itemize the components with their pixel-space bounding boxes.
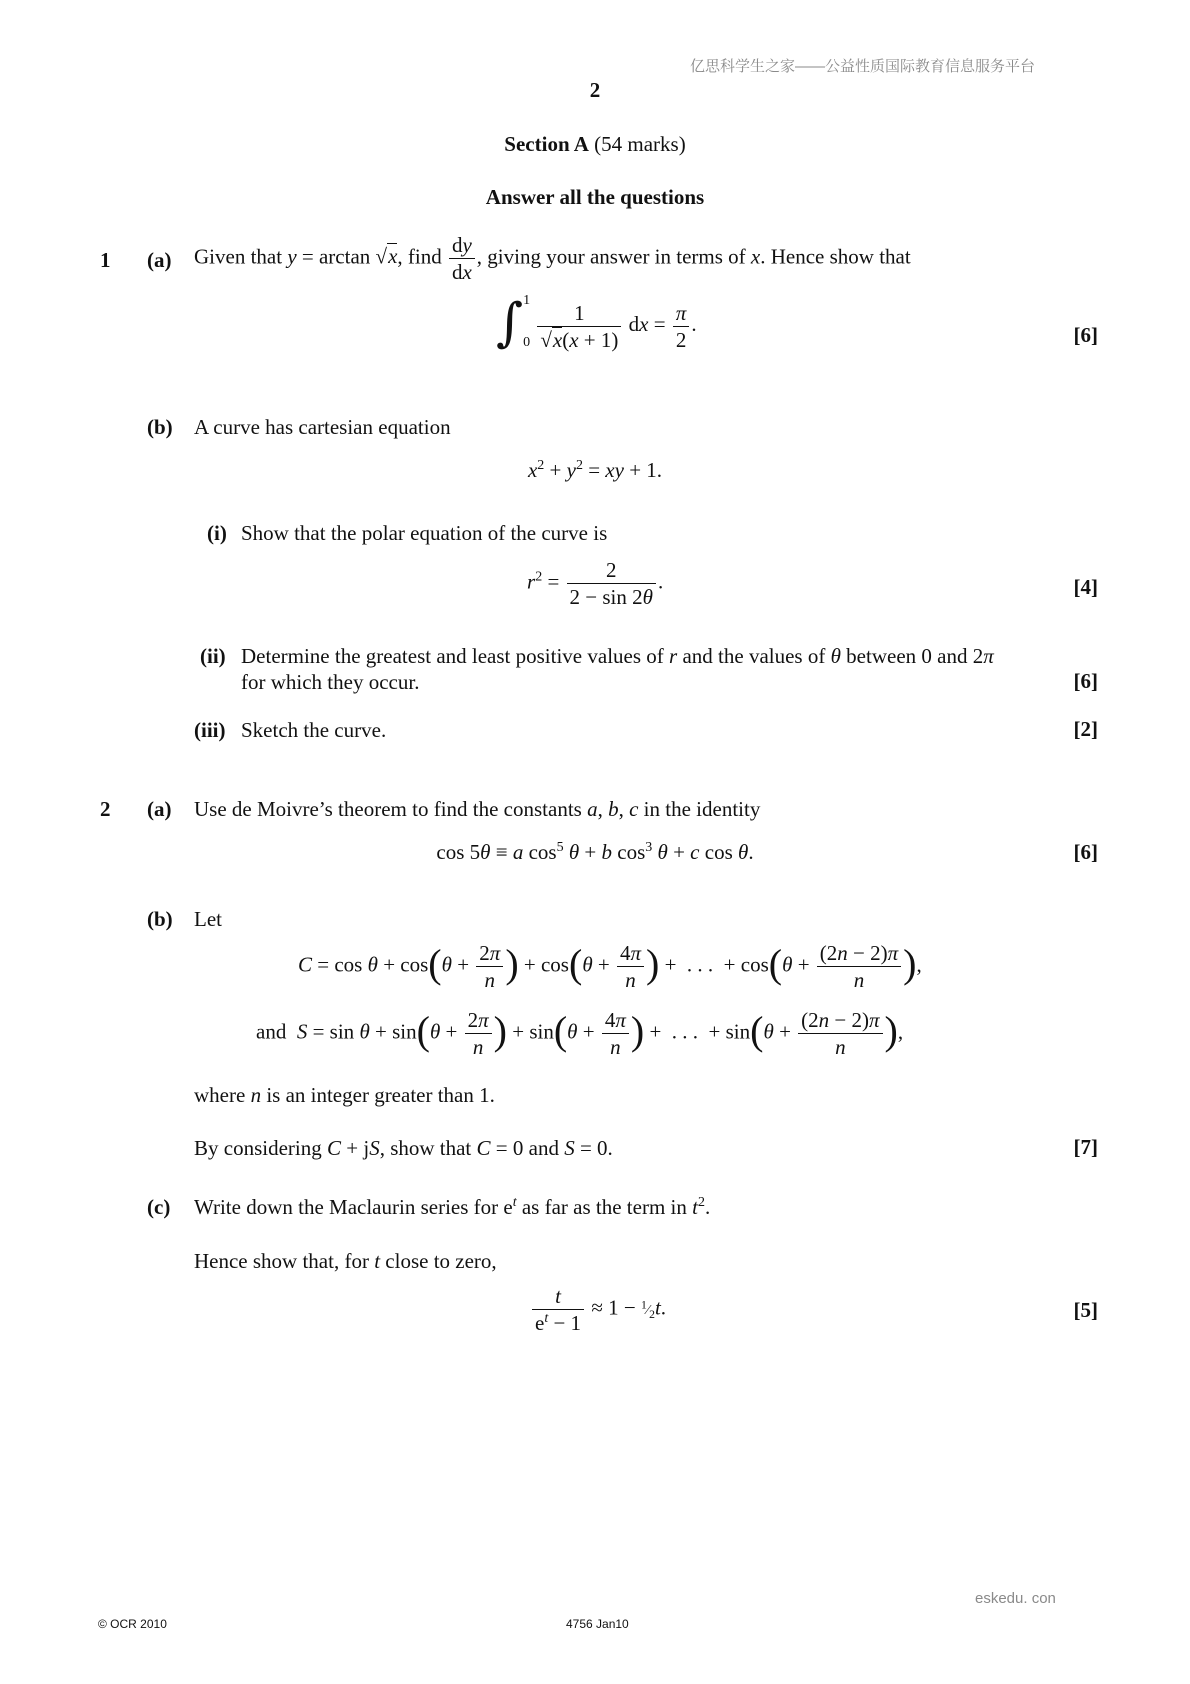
consider-a: By considering — [194, 1136, 322, 1160]
q1bii-text-a: Determine the greatest and least positive values of — [241, 644, 664, 668]
where-a: where — [194, 1083, 246, 1107]
section-title-bold: Section A — [504, 132, 589, 156]
q1a-text-start: Given that — [194, 244, 283, 269]
q2c-text-b: as far as the term in — [521, 1195, 687, 1219]
approximation: $\frac{t}{e^t - 1}$ ≈ $1 - ^1⁄_2t$. — [530, 1283, 666, 1336]
q1b-label: (b) — [147, 415, 173, 439]
considering-line: By considering C + jS, show that C = 0 and S = 0. — [194, 1136, 613, 1160]
q2-number: 2 — [100, 797, 111, 821]
q1a-marks: [6] — [1073, 323, 1098, 347]
q1bi-text: Show that the polar equation of the curve is — [241, 521, 608, 545]
hence-b: close to zero, — [385, 1249, 497, 1273]
q2a-marks: [6] — [1073, 840, 1098, 864]
hence-a: Hence show that, for — [194, 1249, 369, 1273]
q1bii-line1: Determine the greatest and least positive values of r and the values of θ between 0 and 2π — [241, 644, 994, 668]
and-word: and — [256, 1019, 287, 1044]
where-b: is an integer greater than 1. — [266, 1083, 495, 1107]
q1a-x: x — [750, 244, 761, 269]
where-line: where n is an integer greater than 1. — [194, 1083, 495, 1107]
q2b-label: (b) — [147, 907, 173, 931]
section-title — [0, 131, 1190, 157]
c-series: C = cos θ + cos(θ + $\frac{2\pi}{n}$ ) + cos(θ + $\frac{4\pi}{n}$ ) + . . . + cos(θ + $\frac{(2n - 2)\pi}{n}$ ), — [298, 940, 922, 992]
q2a-text: Use de Moivre’s theorem to find the constants a, b, c in the identity — [194, 797, 761, 821]
q2b-marks: [7] — [1073, 1135, 1098, 1159]
q2c-text: Write down the Maclaurin series for $e^t$ as far as the term in $t^2$. — [194, 1195, 711, 1219]
q1a-text-end: giving your answer in terms of — [487, 244, 746, 269]
q1biii-text: Sketch the curve. — [241, 718, 387, 742]
paper-code: 4756 Jan10 — [566, 1617, 629, 1631]
q1a-label: (a) — [147, 248, 172, 272]
q1a-integral: ∫ 1 0 $\frac{1}{√x(x + 1)}$ dx = $\frac{\pi}{2}$ . — [496, 293, 697, 353]
q2a-text-a: Use de Moivre’s theorem to find the constants — [194, 797, 582, 821]
s-series: and S = sin θ + sin(θ + $\frac{2\pi}{n}$ ) + sin(θ + $\frac{4\pi}{n}$ ) + . . . + sin(θ + $\frac{(2n - 2)\pi}{n}$ ), — [256, 1007, 904, 1059]
cartesian-equation: $x^2 + y^2$ = xy + 1. — [527, 458, 663, 482]
instruction: Answer all the questions — [485, 185, 705, 209]
consider-c: and — [528, 1136, 559, 1160]
section-title-marks: (54 marks) — [594, 132, 686, 156]
q1a-text-mid: find — [407, 244, 442, 269]
q1bii-label: (ii) — [200, 644, 226, 668]
q1bii-text-c: between 0 and 2 — [846, 644, 984, 668]
dy-dx-fraction: $\frac{dy}{dx}$ — [449, 232, 475, 285]
bottom-watermark: eskedu. con — [975, 1590, 1056, 1607]
q2a-text-b: in the identity — [643, 797, 761, 821]
q1a-math: y — [287, 244, 297, 269]
q1bi-marks: [4] — [1073, 575, 1098, 599]
de-moivre-identity: cos 5θ ≡ a $\cos^5 \theta + b$ $\cos^3 \theta + c$ cos θ. — [436, 840, 754, 864]
q2b-text: Let — [194, 907, 222, 931]
top-watermark: 亿思科学生之家——公益性质国际教育信息服务平台 — [690, 58, 1036, 75]
q1biii-marks: [2] — [1073, 717, 1098, 741]
polar-equation: $r^2$ = $\frac{2}{2 - \sin 2\theta}$ . — [527, 558, 664, 609]
page-number: 2 — [589, 78, 601, 102]
q1bii-marks: [6] — [1073, 669, 1098, 693]
q2c-label: (c) — [147, 1195, 171, 1219]
q1-number: 1 — [100, 248, 111, 272]
q1bi-label: (i) — [207, 521, 227, 545]
hence-line: Hence show that, for t close to zero, — [194, 1249, 497, 1273]
q1bii-text-b: and the values of — [682, 644, 826, 668]
q2c-text-a: Write down the Maclaurin series for e — [194, 1195, 513, 1219]
q1a-text-tail: Hence show that — [770, 244, 911, 269]
q1b-text: A curve has cartesian equation — [194, 415, 451, 439]
q1bii-line2: for which they occur. — [241, 670, 420, 694]
consider-b: show that — [390, 1136, 472, 1160]
q1a-text: Given that y = arctan √x, find $\frac{dy}{dx}$ , giving your answer in terms of x. Hence show that — [194, 233, 911, 284]
copyright: © OCR 2010 — [98, 1617, 167, 1631]
q1biii-label: (iii) — [194, 718, 226, 742]
q2c-marks: [5] — [1073, 1298, 1098, 1322]
q2a-label: (a) — [147, 797, 172, 821]
